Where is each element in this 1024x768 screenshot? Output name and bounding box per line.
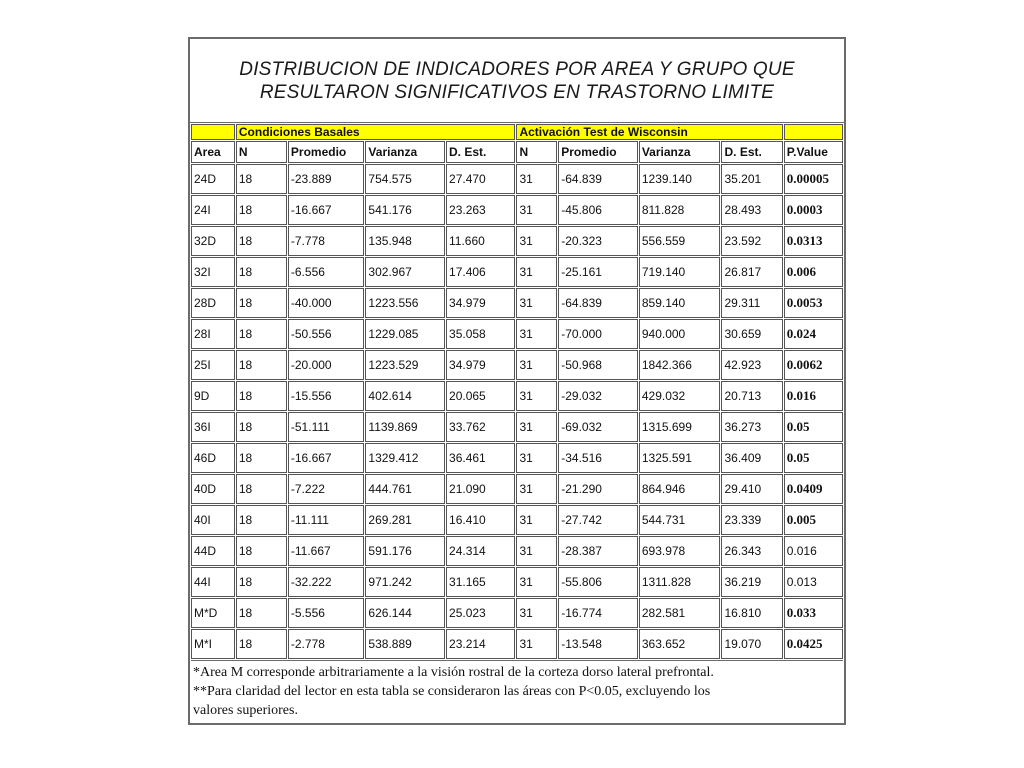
cell-n-basal: 18 xyxy=(236,412,287,442)
cell-dest-wisconsin: 42.923 xyxy=(721,350,782,380)
cell-pvalue: 0.0062 xyxy=(784,350,843,380)
results-table-panel xyxy=(188,37,846,725)
cell-dest-basal: 36.461 xyxy=(446,443,515,473)
cell-promedio-basal: -16.667 xyxy=(288,195,365,225)
cell-varianza-basal: 1139.869 xyxy=(365,412,445,442)
table-row xyxy=(191,474,843,504)
cell-varianza-basal: 444.761 xyxy=(365,474,445,504)
cell-varianza-basal: 1223.556 xyxy=(365,288,445,318)
table-title-line-1: DISTRIBUCION DE INDICADORES POR AREA Y GRUPO QUE xyxy=(239,58,795,80)
cell-varianza-wisconsin: 859.140 xyxy=(639,288,721,318)
col-header-promedio-basal: Promedio xyxy=(288,141,365,163)
cell-dest-wisconsin: 36.273 xyxy=(721,412,782,442)
cell-dest-basal: 11.660 xyxy=(446,226,515,256)
cell-pvalue: 0.024 xyxy=(784,319,843,349)
cell-varianza-wisconsin: 1842.366 xyxy=(639,350,721,380)
cell-pvalue: 0.006 xyxy=(784,257,843,287)
cell-dest-basal: 35.058 xyxy=(446,319,515,349)
cell-promedio-wisconsin: -34.516 xyxy=(558,443,638,473)
table-title-line-2: RESULTARON SIGNIFICATIVOS EN TRASTORNO LIMITE xyxy=(259,81,775,103)
cell-promedio-wisconsin: -27.742 xyxy=(558,505,638,535)
cell-varianza-basal: 541.176 xyxy=(365,195,445,225)
cell-area: 44I xyxy=(191,567,235,597)
cell-n-basal: 18 xyxy=(236,288,287,318)
cell-dest-basal: 34.979 xyxy=(446,350,515,380)
cell-promedio-basal: -20.000 xyxy=(288,350,365,380)
cell-n-wisconsin: 31 xyxy=(516,350,557,380)
col-header-n-wisconsin: N xyxy=(516,141,557,163)
group-header-empty-left xyxy=(191,124,235,140)
cell-n-wisconsin: 31 xyxy=(516,288,557,318)
cell-varianza-basal: 302.967 xyxy=(365,257,445,287)
cell-n-basal: 18 xyxy=(236,195,287,225)
cell-promedio-wisconsin: -70.000 xyxy=(558,319,638,349)
cell-varianza-wisconsin: 429.032 xyxy=(639,381,721,411)
cell-varianza-wisconsin: 556.559 xyxy=(639,226,721,256)
cell-dest-wisconsin: 20.713 xyxy=(721,381,782,411)
cell-dest-wisconsin: 26.817 xyxy=(721,257,782,287)
cell-promedio-basal: -11.111 xyxy=(288,505,365,535)
cell-varianza-basal: 754.575 xyxy=(365,164,445,194)
cell-promedio-wisconsin: -13.548 xyxy=(558,629,638,659)
cell-pvalue: 0.005 xyxy=(784,505,843,535)
cell-promedio-basal: -32.222 xyxy=(288,567,365,597)
cell-dest-wisconsin: 28.493 xyxy=(721,195,782,225)
column-header-row xyxy=(191,141,843,163)
cell-n-basal: 18 xyxy=(236,350,287,380)
table-title xyxy=(190,39,844,123)
cell-varianza-wisconsin: 363.652 xyxy=(639,629,721,659)
footnote-criteria-cont: valores superiores. xyxy=(193,703,298,718)
col-header-dest-basal: D. Est. xyxy=(446,141,515,163)
col-header-pvalue: P.Value xyxy=(784,141,843,163)
table-row xyxy=(191,629,843,659)
cell-promedio-basal: -7.222 xyxy=(288,474,365,504)
cell-dest-basal: 23.214 xyxy=(446,629,515,659)
cell-pvalue: 0.0053 xyxy=(784,288,843,318)
cell-pvalue: 0.016 xyxy=(784,536,843,566)
data-table xyxy=(190,123,844,660)
group-header-row xyxy=(191,124,843,140)
cell-varianza-wisconsin: 1325.591 xyxy=(639,443,721,473)
table-row xyxy=(191,412,843,442)
table-row xyxy=(191,598,843,628)
group-header-wisconsin: Activación Test de Wisconsin xyxy=(516,124,782,140)
cell-n-basal: 18 xyxy=(236,381,287,411)
table-row xyxy=(191,567,843,597)
cell-promedio-basal: -2.778 xyxy=(288,629,365,659)
cell-n-wisconsin: 31 xyxy=(516,505,557,535)
cell-n-basal: 18 xyxy=(236,474,287,504)
cell-dest-wisconsin: 29.410 xyxy=(721,474,782,504)
cell-area: M*D xyxy=(191,598,235,628)
cell-varianza-basal: 135.948 xyxy=(365,226,445,256)
cell-varianza-wisconsin: 1315.699 xyxy=(639,412,721,442)
cell-n-basal: 18 xyxy=(236,164,287,194)
group-header-basal: Condiciones Basales xyxy=(236,124,516,140)
cell-dest-basal: 27.470 xyxy=(446,164,515,194)
cell-area: 46D xyxy=(191,443,235,473)
cell-promedio-basal: -16.667 xyxy=(288,443,365,473)
cell-pvalue: 0.033 xyxy=(784,598,843,628)
table-row xyxy=(191,195,843,225)
cell-dest-wisconsin: 23.339 xyxy=(721,505,782,535)
cell-dest-wisconsin: 16.810 xyxy=(721,598,782,628)
cell-n-basal: 18 xyxy=(236,257,287,287)
cell-dest-basal: 34.979 xyxy=(446,288,515,318)
cell-area: M*I xyxy=(191,629,235,659)
cell-varianza-wisconsin: 544.731 xyxy=(639,505,721,535)
cell-promedio-basal: -51.111 xyxy=(288,412,365,442)
cell-promedio-basal: -50.556 xyxy=(288,319,365,349)
cell-varianza-basal: 269.281 xyxy=(365,505,445,535)
cell-dest-wisconsin: 26.343 xyxy=(721,536,782,566)
cell-dest-wisconsin: 35.201 xyxy=(721,164,782,194)
cell-n-wisconsin: 31 xyxy=(516,567,557,597)
cell-varianza-basal: 1229.085 xyxy=(365,319,445,349)
cell-n-wisconsin: 31 xyxy=(516,319,557,349)
cell-n-basal: 18 xyxy=(236,505,287,535)
cell-n-wisconsin: 31 xyxy=(516,257,557,287)
cell-pvalue: 0.05 xyxy=(784,412,843,442)
table-row xyxy=(191,257,843,287)
cell-varianza-basal: 626.144 xyxy=(365,598,445,628)
cell-dest-basal: 24.314 xyxy=(446,536,515,566)
cell-pvalue: 0.016 xyxy=(784,381,843,411)
cell-promedio-wisconsin: -50.968 xyxy=(558,350,638,380)
cell-area: 24I xyxy=(191,195,235,225)
cell-dest-basal: 33.762 xyxy=(446,412,515,442)
cell-dest-wisconsin: 36.219 xyxy=(721,567,782,597)
cell-varianza-basal: 591.176 xyxy=(365,536,445,566)
cell-pvalue: 0.013 xyxy=(784,567,843,597)
cell-promedio-basal: -15.556 xyxy=(288,381,365,411)
cell-promedio-wisconsin: -55.806 xyxy=(558,567,638,597)
cell-n-basal: 18 xyxy=(236,629,287,659)
cell-area: 40D xyxy=(191,474,235,504)
table-row xyxy=(191,226,843,256)
cell-dest-wisconsin: 19.070 xyxy=(721,629,782,659)
cell-varianza-wisconsin: 693.978 xyxy=(639,536,721,566)
cell-promedio-wisconsin: -64.839 xyxy=(558,164,638,194)
cell-pvalue: 0.0409 xyxy=(784,474,843,504)
col-header-dest-wisconsin: D. Est. xyxy=(721,141,782,163)
cell-dest-basal: 25.023 xyxy=(446,598,515,628)
cell-varianza-wisconsin: 719.140 xyxy=(639,257,721,287)
cell-promedio-wisconsin: -69.032 xyxy=(558,412,638,442)
cell-dest-basal: 23.263 xyxy=(446,195,515,225)
cell-n-wisconsin: 31 xyxy=(516,412,557,442)
table-row xyxy=(191,350,843,380)
cell-dest-wisconsin: 29.311 xyxy=(721,288,782,318)
table-row xyxy=(191,164,843,194)
cell-pvalue: 0.05 xyxy=(784,443,843,473)
cell-n-wisconsin: 31 xyxy=(516,195,557,225)
cell-dest-basal: 31.165 xyxy=(446,567,515,597)
cell-pvalue: 0.0003 xyxy=(784,195,843,225)
cell-varianza-basal: 538.889 xyxy=(365,629,445,659)
table-row xyxy=(191,319,843,349)
cell-area: 25I xyxy=(191,350,235,380)
cell-varianza-wisconsin: 940.000 xyxy=(639,319,721,349)
cell-promedio-wisconsin: -28.387 xyxy=(558,536,638,566)
group-header-empty-right xyxy=(784,124,843,140)
cell-n-wisconsin: 31 xyxy=(516,629,557,659)
cell-varianza-wisconsin: 864.946 xyxy=(639,474,721,504)
col-header-varianza-wisconsin: Varianza xyxy=(639,141,721,163)
cell-n-wisconsin: 31 xyxy=(516,536,557,566)
cell-pvalue: 0.0313 xyxy=(784,226,843,256)
cell-n-wisconsin: 31 xyxy=(516,381,557,411)
cell-dest-basal: 17.406 xyxy=(446,257,515,287)
cell-n-basal: 18 xyxy=(236,598,287,628)
cell-varianza-basal: 971.242 xyxy=(365,567,445,597)
cell-area: 32D xyxy=(191,226,235,256)
cell-n-basal: 18 xyxy=(236,319,287,349)
cell-n-basal: 18 xyxy=(236,226,287,256)
cell-area: 40I xyxy=(191,505,235,535)
cell-varianza-basal: 1223.529 xyxy=(365,350,445,380)
cell-n-basal: 18 xyxy=(236,536,287,566)
cell-dest-wisconsin: 30.659 xyxy=(721,319,782,349)
cell-n-wisconsin: 31 xyxy=(516,598,557,628)
cell-promedio-basal: -5.556 xyxy=(288,598,365,628)
cell-area: 9D xyxy=(191,381,235,411)
cell-pvalue: 0.00005 xyxy=(784,164,843,194)
cell-promedio-basal: -7.778 xyxy=(288,226,365,256)
cell-area: 24D xyxy=(191,164,235,194)
table-row xyxy=(191,505,843,535)
cell-varianza-wisconsin: 282.581 xyxy=(639,598,721,628)
cell-area: 28D xyxy=(191,288,235,318)
cell-varianza-wisconsin: 1239.140 xyxy=(639,164,721,194)
footnote-criteria: **Para claridad del lector en esta tabla se consideraron las áreas con P<0.05, excluyendo los xyxy=(193,684,711,699)
cell-promedio-basal: -6.556 xyxy=(288,257,365,287)
cell-promedio-wisconsin: -64.839 xyxy=(558,288,638,318)
col-header-n-basal: N xyxy=(236,141,287,163)
cell-pvalue: 0.0425 xyxy=(784,629,843,659)
cell-promedio-wisconsin: -16.774 xyxy=(558,598,638,628)
cell-promedio-basal: -40.000 xyxy=(288,288,365,318)
table-row xyxy=(191,381,843,411)
cell-dest-basal: 20.065 xyxy=(446,381,515,411)
cell-area: 32I xyxy=(191,257,235,287)
col-header-area: Area xyxy=(191,141,235,163)
col-header-varianza-basal: Varianza xyxy=(365,141,445,163)
cell-dest-basal: 21.090 xyxy=(446,474,515,504)
cell-n-wisconsin: 31 xyxy=(516,164,557,194)
cell-area: 36I xyxy=(191,412,235,442)
cell-dest-wisconsin: 36.409 xyxy=(721,443,782,473)
cell-n-wisconsin: 31 xyxy=(516,226,557,256)
cell-varianza-wisconsin: 1311.828 xyxy=(639,567,721,597)
footnote-area-m: *Area M corresponde arbitrariamente a la visión rostral de la corteza dorso lateral prefrontal. xyxy=(193,665,714,680)
cell-varianza-basal: 1329.412 xyxy=(365,443,445,473)
cell-promedio-basal: -23.889 xyxy=(288,164,365,194)
cell-promedio-basal: -11.667 xyxy=(288,536,365,566)
cell-promedio-wisconsin: -21.290 xyxy=(558,474,638,504)
cell-n-basal: 18 xyxy=(236,567,287,597)
footnotes xyxy=(191,660,843,720)
cell-promedio-wisconsin: -25.161 xyxy=(558,257,638,287)
cell-n-wisconsin: 31 xyxy=(516,443,557,473)
table-body xyxy=(191,164,843,659)
table-row xyxy=(191,288,843,318)
cell-area: 44D xyxy=(191,536,235,566)
cell-dest-wisconsin: 23.592 xyxy=(721,226,782,256)
cell-promedio-wisconsin: -45.806 xyxy=(558,195,638,225)
cell-area: 28I xyxy=(191,319,235,349)
cell-varianza-wisconsin: 811.828 xyxy=(639,195,721,225)
col-header-promedio-wisconsin: Promedio xyxy=(558,141,638,163)
cell-promedio-wisconsin: -20.323 xyxy=(558,226,638,256)
table-row xyxy=(191,536,843,566)
cell-n-wisconsin: 31 xyxy=(516,474,557,504)
cell-n-basal: 18 xyxy=(236,443,287,473)
cell-varianza-basal: 402.614 xyxy=(365,381,445,411)
table-row xyxy=(191,443,843,473)
cell-promedio-wisconsin: -29.032 xyxy=(558,381,638,411)
cell-dest-basal: 16.410 xyxy=(446,505,515,535)
